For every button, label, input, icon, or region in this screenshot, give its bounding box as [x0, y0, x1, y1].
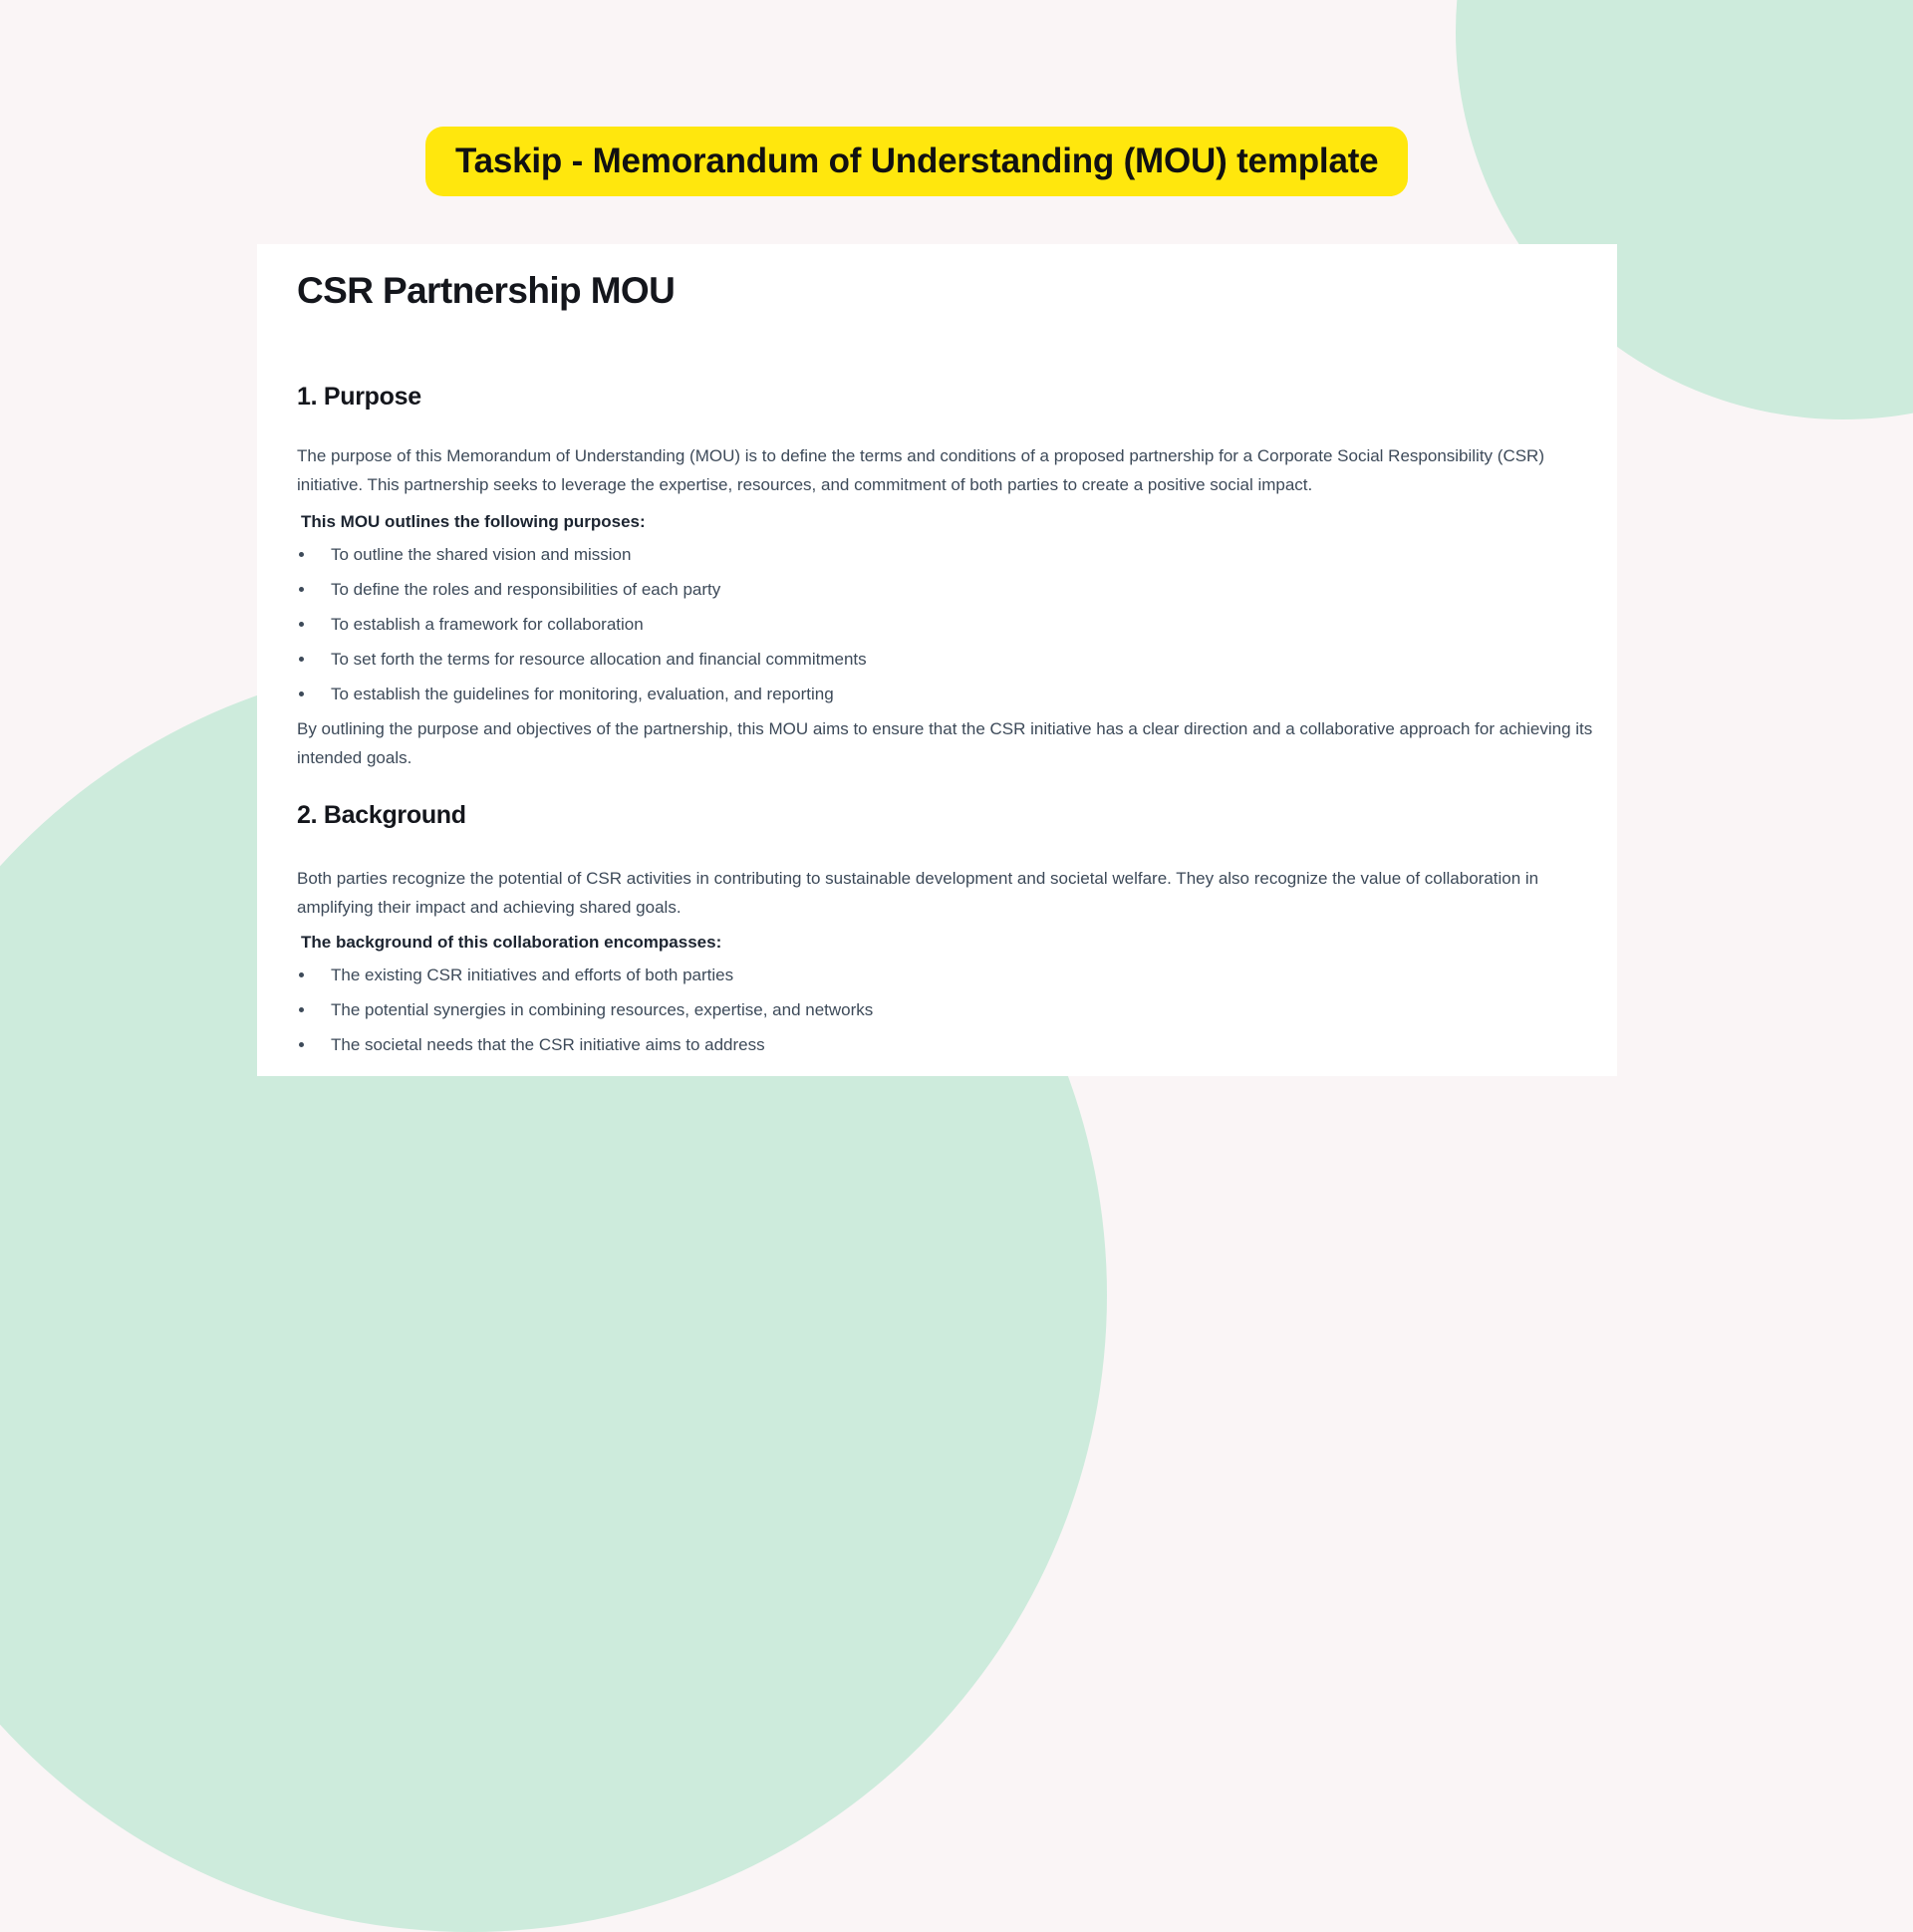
bullet-icon: [299, 1042, 304, 1047]
list-item: [297, 645, 1604, 674]
page-title: Taskip - Memorandum of Understanding (MOU) template: [455, 141, 1379, 180]
bullet-icon: [299, 691, 304, 696]
bullet-icon: [299, 622, 304, 627]
document-card: [257, 244, 1617, 1076]
list-item-text: To outline the shared vision and mission: [331, 545, 632, 564]
section-heading-purpose: 1. Purpose: [297, 383, 421, 411]
list-item-text: To establish the guidelines for monitoring, evaluation, and reporting: [331, 685, 834, 703]
list-item: [297, 575, 1604, 604]
purpose-intro-paragraph: The purpose of this Memorandum of Understanding (MOU) is to define the terms and conditions of a proposed partnership for a Corporate Social Responsibility (CSR) initiative. This partnership seeks to leverage the expertise, resources, and commitment of both parties to create a positive social impact.: [297, 446, 1544, 494]
background-bullet-list: [297, 961, 1604, 1059]
bullet-icon: [299, 587, 304, 592]
document-title: CSR Partnership MOU: [297, 270, 676, 311]
section-heading-background: 2. Background: [297, 801, 466, 829]
list-item: [297, 961, 1604, 989]
list-item-text: The societal needs that the CSR initiative aims to address: [331, 1035, 765, 1054]
purpose-outro-paragraph: By outlining the purpose and objectives of the partnership, this MOU aims to ensure that the CSR initiative has a clear direction and a collaborative approach for achieving its intended goals.: [297, 719, 1593, 767]
list-item: [297, 1030, 1604, 1059]
list-item-text: The existing CSR initiatives and efforts of both parties: [331, 966, 734, 984]
background-intro-paragraph: Both parties recognize the potential of CSR activities in contributing to sustainable development and societal welfare. They also recognize the value of collaboration in amplifying their impact and achieving shared goals.: [297, 869, 1539, 917]
bullet-icon: [299, 657, 304, 662]
list-item: [297, 610, 1604, 639]
list-item-text: To establish a framework for collaboration: [331, 615, 644, 634]
background-list-lead: The background of this collaboration encompasses:: [301, 933, 722, 952]
page-title-banner: [425, 127, 1408, 196]
list-item-text: The potential synergies in combining resources, expertise, and networks: [331, 1000, 874, 1019]
purpose-bullet-list: [297, 540, 1604, 708]
bullet-icon: [299, 972, 304, 977]
list-item: [297, 680, 1604, 708]
list-item: [297, 995, 1604, 1024]
list-item-text: To define the roles and responsibilities of each party: [331, 580, 721, 599]
purpose-list-lead: This MOU outlines the following purposes:: [301, 512, 646, 531]
bullet-icon: [299, 552, 304, 557]
list-item-text: To set forth the terms for resource allocation and financial commitments: [331, 650, 867, 669]
bullet-icon: [299, 1007, 304, 1012]
list-item: [297, 540, 1604, 569]
